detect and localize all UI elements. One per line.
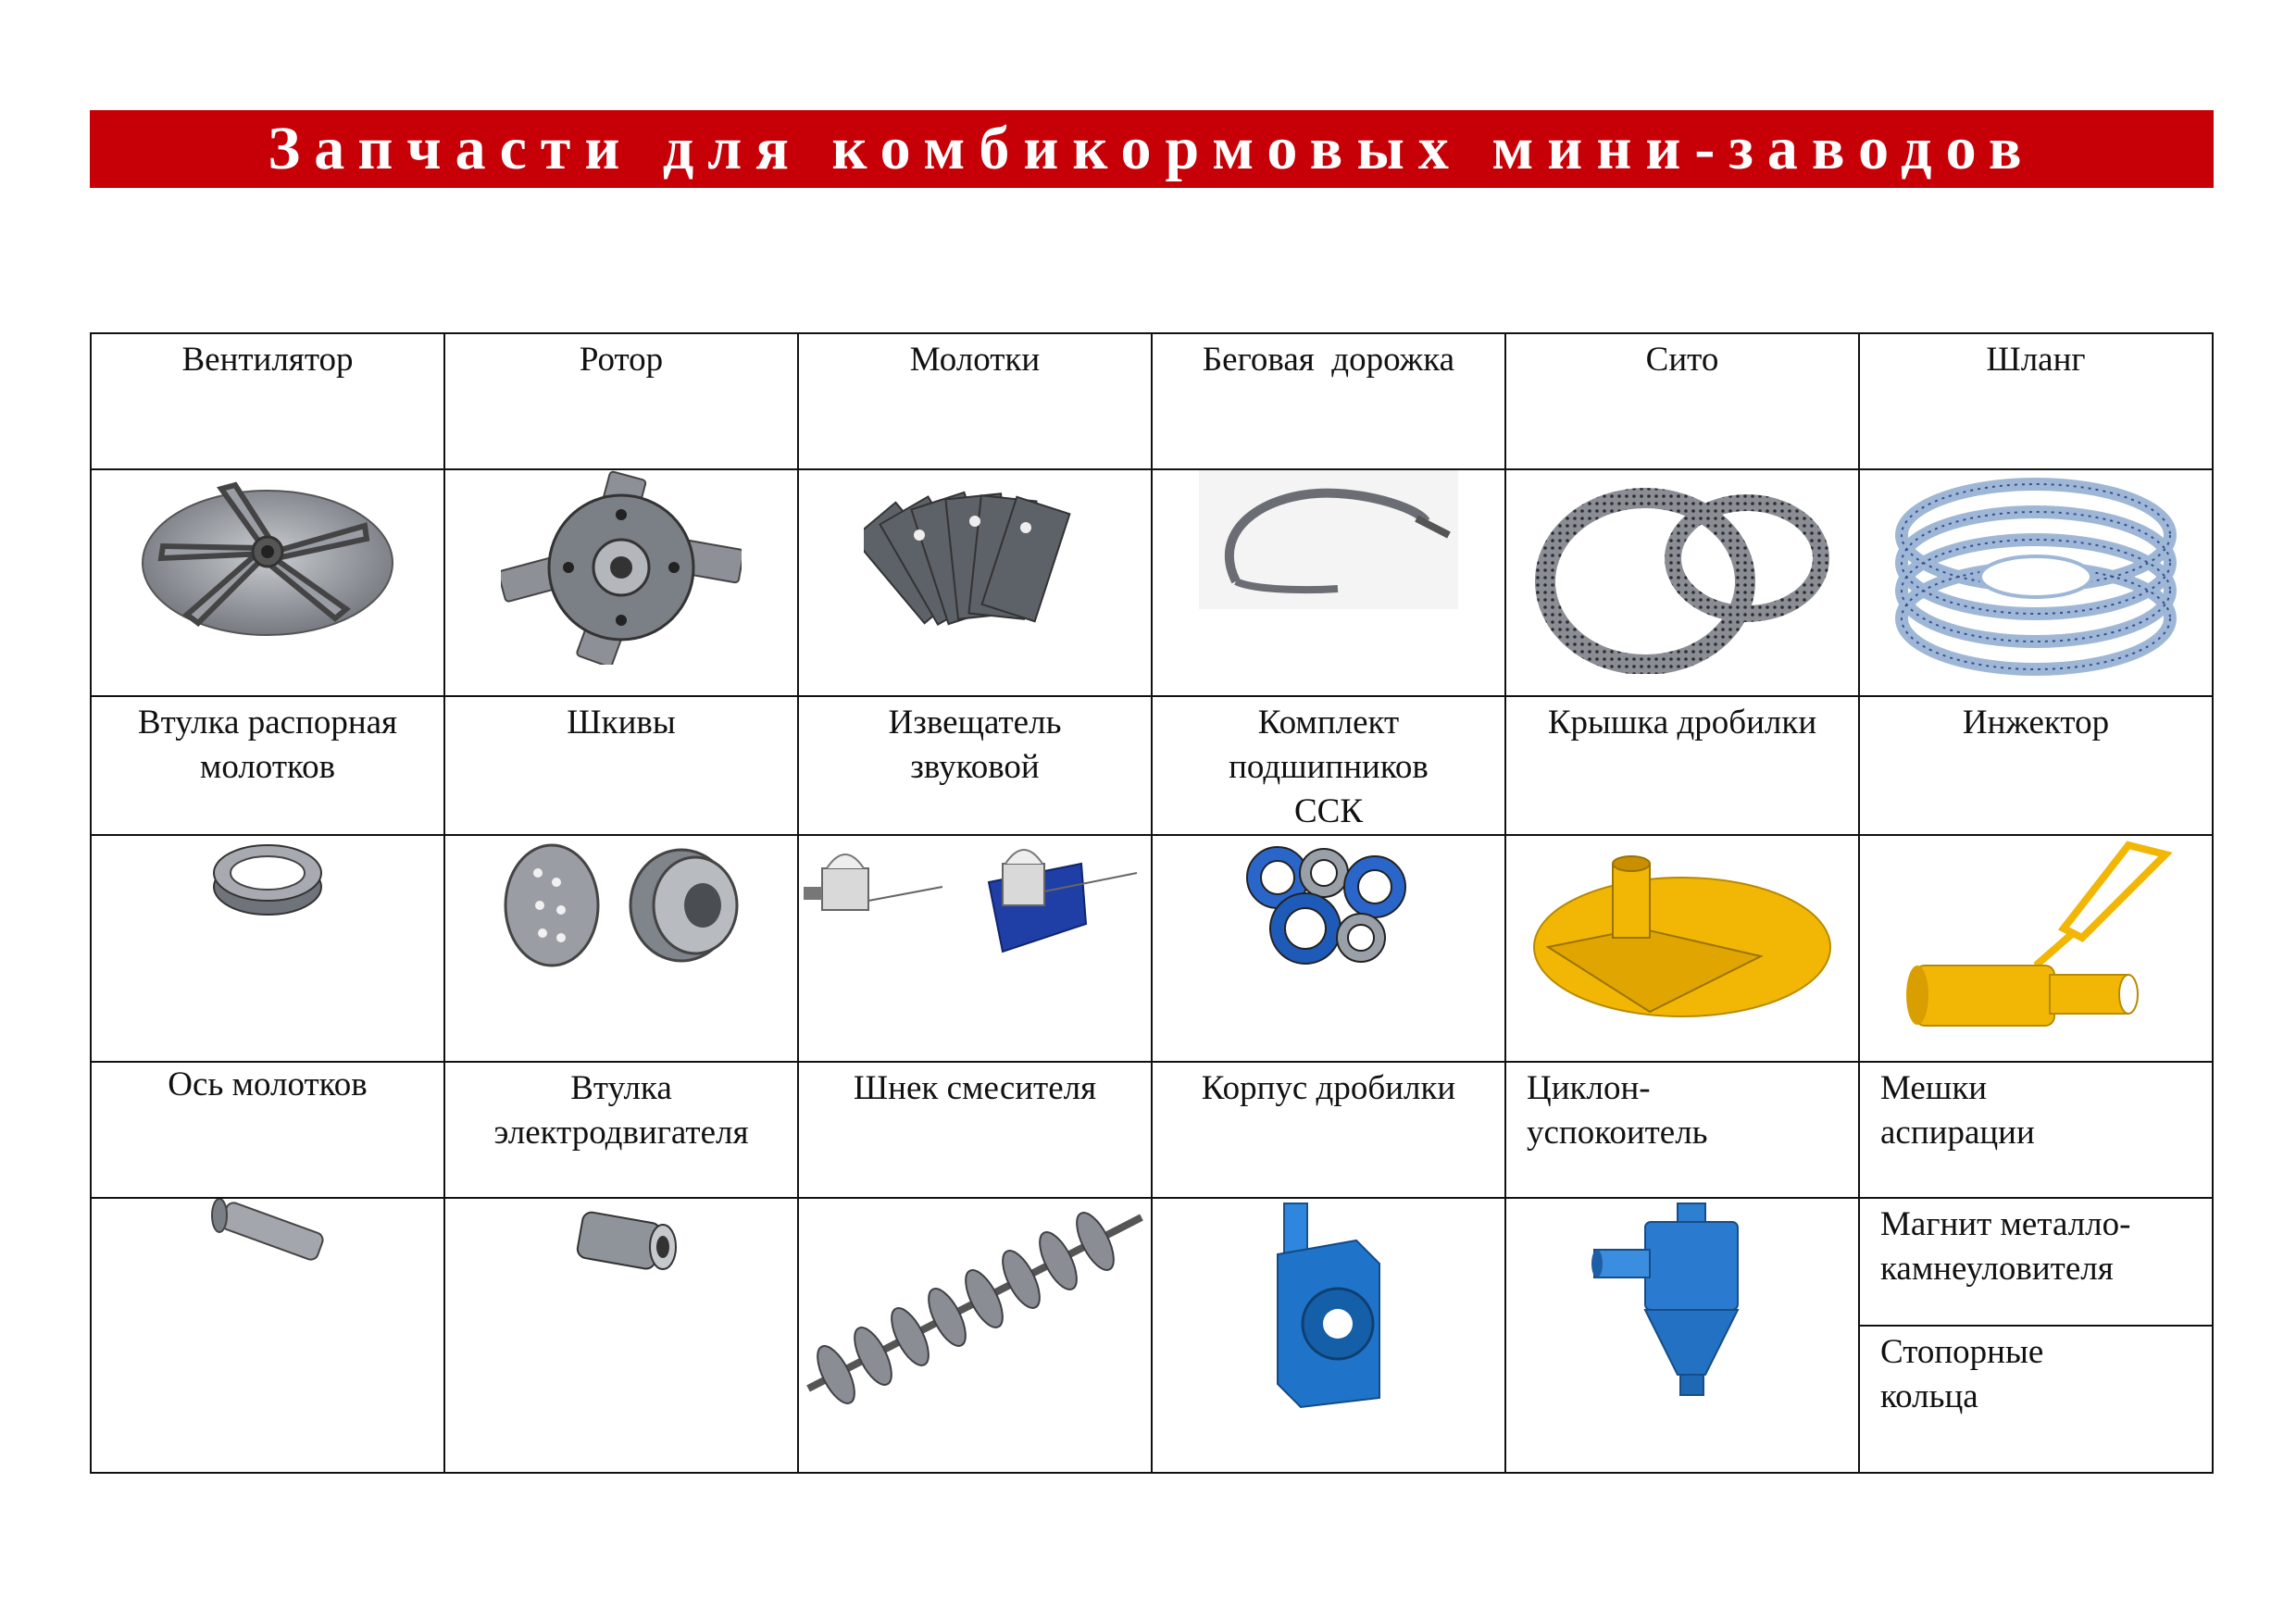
label-fan: Вентилятор xyxy=(91,333,444,469)
parts-table xyxy=(90,332,2214,1474)
cyclone-image-cell xyxy=(1505,1198,1859,1473)
title-banner xyxy=(90,110,2214,188)
label-row-3 xyxy=(91,1062,2213,1198)
label-sieve: Сито xyxy=(1505,333,1859,469)
hose-image xyxy=(1888,470,2184,683)
hose-image-cell xyxy=(1859,469,2213,696)
sieve-image xyxy=(1534,470,1830,674)
motor-sleeve-image-cell xyxy=(444,1198,798,1473)
sieve-image-cell xyxy=(1505,469,1859,696)
label-retaining-rings: Стопорные кольца xyxy=(1880,1333,2044,1415)
track-image xyxy=(1199,470,1458,609)
label-sound-alarm: Извещатель звуковой xyxy=(798,696,1152,835)
track-image-cell xyxy=(1152,469,1505,696)
mixer-auger-image xyxy=(799,1199,1151,1421)
label-mixer-auger: Шнек смесителя xyxy=(798,1062,1152,1198)
sound-alarm-image-cell xyxy=(798,835,1152,1062)
pulleys-image-cell xyxy=(444,835,798,1062)
mixer-auger-image-cell xyxy=(798,1198,1152,1473)
crusher-body-image xyxy=(1264,1199,1393,1412)
label-crusher-cover: Крышка дробилки xyxy=(1505,696,1859,835)
label-bearing-set: Комплект подшипников ССК xyxy=(1152,696,1505,835)
injector-image xyxy=(1897,836,2175,1040)
label-row-1 xyxy=(91,333,2213,469)
crusher-body-image-cell xyxy=(1152,1198,1505,1473)
label-spacer-sleeve: Втулка распорная молотков xyxy=(91,696,444,835)
bearing-set-image-cell xyxy=(1152,835,1505,1062)
injector-image-cell xyxy=(1859,835,2213,1062)
label-magnet: Магнит металло-камнеуловителя xyxy=(1860,1199,2212,1327)
bearing-set-image xyxy=(1236,836,1421,975)
hammer-axle-image xyxy=(203,1199,332,1282)
label-track: Беговая дорожка xyxy=(1152,333,1505,469)
cyclone-image xyxy=(1590,1199,1775,1402)
hammer-axle-image-cell xyxy=(91,1198,444,1473)
label-cyclone: Циклон-успокоитель xyxy=(1505,1062,1859,1198)
sound-alarm-image xyxy=(804,836,1146,966)
spacer-sleeve-image xyxy=(207,836,328,919)
hammers-image xyxy=(864,470,1086,655)
label-injector: Инжектор xyxy=(1859,696,2213,835)
label-row-2 xyxy=(91,696,2213,835)
fan-image xyxy=(133,470,402,646)
motor-sleeve-image xyxy=(561,1199,681,1282)
fan-image-cell xyxy=(91,469,444,696)
spacer-sleeve-image-cell xyxy=(91,835,444,1062)
page-title: Запчасти для комбикормовых мини-заводов xyxy=(268,115,2036,182)
image-row-1 xyxy=(91,469,2213,696)
image-row-3 xyxy=(91,1198,2213,1473)
label-aspiration-bags: Мешки аспирации xyxy=(1859,1062,2213,1198)
pulleys-image xyxy=(482,836,760,975)
crusher-cover-image xyxy=(1529,836,1835,1030)
label-hammers: Молотки xyxy=(798,333,1152,469)
rotor-image xyxy=(501,470,742,665)
image-row-2 xyxy=(91,835,2213,1062)
label-hammer-axle: Ось молотков xyxy=(91,1062,444,1198)
label-motor-sleeve: Втулка электродвигателя xyxy=(444,1062,798,1198)
crusher-cover-image-cell xyxy=(1505,835,1859,1062)
extra-items-cell xyxy=(1859,1198,2213,1473)
label-hose: Шланг xyxy=(1859,333,2213,469)
rotor-image-cell xyxy=(444,469,798,696)
label-crusher-body: Корпус дробилки xyxy=(1152,1062,1505,1198)
hammers-image-cell xyxy=(798,469,1152,696)
label-pulleys: Шкивы xyxy=(444,696,798,835)
label-rotor: Ротор xyxy=(444,333,798,469)
